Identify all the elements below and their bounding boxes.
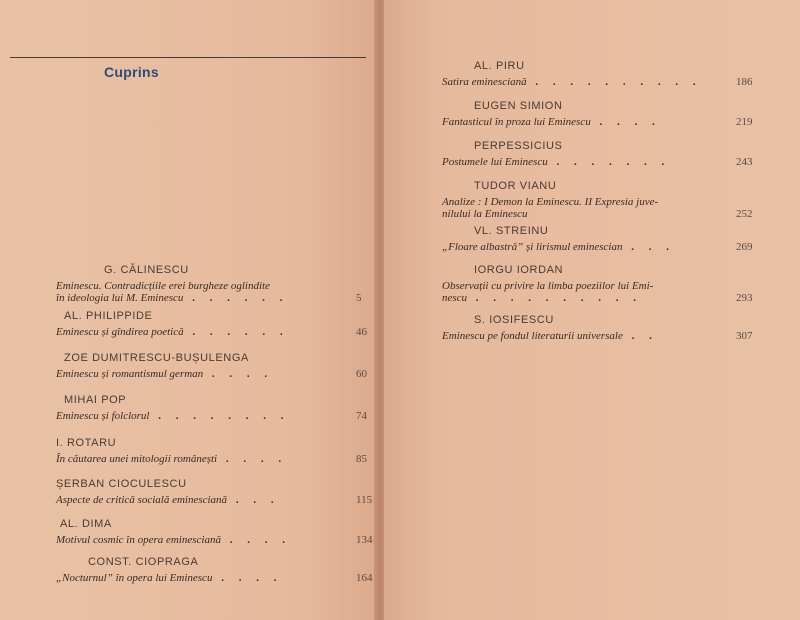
toc-leader-dots: . . . . . . . . . . [467, 292, 643, 304]
toc-author: VL. STREINU [474, 225, 549, 237]
toc-author: IORGU IORDAN [474, 264, 564, 276]
toc-work-title [442, 292, 653, 304]
toc-entry [56, 518, 291, 546]
toc-entry [56, 264, 288, 304]
toc-work-text: Eminescu pe fondul literaturii universale [442, 330, 623, 342]
toc-work-text: Postumele lui Eminescu [442, 156, 548, 168]
toc-work-text: „Nocturnul” în opera lui Eminescu [56, 572, 213, 584]
toc-page-number: 60 [356, 368, 367, 380]
toc-entry [442, 100, 661, 128]
toc-author: S. IOSIFESCU [474, 314, 554, 326]
toc-page-number: 74 [356, 410, 367, 422]
toc-page-number: 115 [356, 494, 373, 506]
toc-work-title [442, 241, 675, 253]
toc-leader-dots: . . . . [590, 116, 661, 128]
toc-entry [442, 264, 653, 304]
toc-entry [442, 314, 658, 342]
toc-author: PERPESSICIUS [474, 140, 563, 152]
toc-leader-dots: . . . . [220, 534, 291, 546]
toc-page-number: 252 [736, 208, 753, 220]
toc-work-text: Eminescu și romantismul german [56, 368, 204, 380]
toc-leader-dots: . . . . [203, 368, 274, 380]
toc-entry [56, 478, 280, 506]
toc-author: AL. PIRU [474, 60, 525, 72]
toc-entry [442, 180, 658, 220]
toc-leader-dots: . . [622, 330, 658, 342]
toc-author: CONST. CIOPRAGA [88, 556, 199, 568]
toc-work-text: Satira eminesciană [442, 76, 527, 88]
toc-work-text: „Floare albastră” și lirismul eminescian [442, 241, 623, 253]
toc-author: ȘERBAN CIOCULESCU [56, 478, 187, 490]
toc-page-number: 134 [356, 534, 373, 546]
toc-work-title [442, 116, 661, 128]
toc-entry [56, 310, 289, 338]
toc-leader-dots: . . . [622, 241, 675, 253]
toc-leader-dots: . . . . . . . . . . [526, 76, 702, 88]
toc-author: I. ROTARU [56, 437, 117, 449]
toc-author: TUDOR VIANU [474, 180, 557, 192]
header-rule [10, 57, 366, 58]
toc-work-text: Eminescu și gîndirea poetică [56, 326, 184, 338]
toc-work-title [56, 572, 282, 584]
toc-entry [56, 556, 282, 584]
toc-page-number: 5 [356, 292, 362, 304]
toc-page-number: 46 [356, 326, 367, 338]
toc-leader-dots: . . . . [217, 453, 288, 465]
toc-work-title [442, 330, 658, 342]
toc-work-title [442, 156, 670, 168]
toc-work-text: Analize : I Demon la Eminescu. II Expresia juve- [442, 196, 659, 208]
toc-work-text: Aspecte de critică socială eminesciană [56, 494, 228, 506]
toc-entry [56, 394, 290, 422]
toc-author: MIHAI POP [64, 394, 127, 406]
toc-page-number: 269 [736, 241, 753, 253]
left-page [0, 0, 376, 620]
toc-work-text: Fantasticul în proza lui Eminescu [442, 116, 591, 128]
toc-work-text: nilului la Eminescu [442, 208, 528, 220]
toc-work-title [56, 280, 288, 292]
toc-work-text: Eminescu și folclorul [56, 410, 150, 422]
toc-work-title [56, 494, 280, 506]
toc-work-title [442, 76, 702, 88]
toc-work-title [442, 280, 653, 292]
toc-leader-dots: . . . . . . . [547, 156, 671, 168]
toc-work-title [56, 453, 287, 465]
toc-page-number: 164 [356, 572, 373, 584]
toc-work-text: Eminescu. Contradicțiile erei burgheze oglindite [56, 280, 270, 292]
toc-leader-dots: . . . . [212, 572, 283, 584]
toc-work-title [56, 292, 288, 304]
toc-work-title [442, 196, 658, 208]
toc-leader-dots: . . . . . . [183, 326, 289, 338]
toc-page-number: 186 [736, 76, 753, 88]
right-page [384, 0, 800, 620]
toc-entry [56, 437, 287, 465]
toc-work-text: Motivul cosmic în opera eminesciană [56, 534, 221, 546]
toc-entry [442, 225, 675, 253]
toc-page-number: 243 [736, 156, 753, 168]
toc-page-number: 293 [736, 292, 753, 304]
toc-author: EUGEN SIMION [474, 100, 563, 112]
toc-leader-dots: . . . . . . [183, 292, 289, 304]
toc-work-text: Observații cu privire la limba poeziilor lui Emi- [442, 280, 654, 292]
toc-author: AL. DIMA [60, 518, 112, 530]
toc-author: G. CĂLINESCU [104, 264, 189, 276]
toc-author: AL. PHILIPPIDE [64, 310, 153, 322]
toc-work-title [56, 368, 273, 380]
toc-page-number: 85 [356, 453, 367, 465]
page-title: Cuprins [104, 64, 159, 80]
toc-work-text: nescu [442, 292, 468, 304]
toc-work-title [56, 534, 291, 546]
toc-entry [56, 352, 273, 380]
toc-work-title [56, 410, 290, 422]
toc-page-number: 307 [736, 330, 753, 342]
toc-leader-dots: . . . [227, 494, 280, 506]
toc-author: ZOE DUMITRESCU-BUȘULENGA [64, 352, 249, 364]
toc-work-text: În căutarea unei mitologii românești [56, 453, 218, 465]
toc-entry [442, 60, 702, 88]
toc-work-text: în ideologia lui M. Eminescu [56, 292, 184, 304]
toc-page-number: 219 [736, 116, 753, 128]
toc-entry [442, 140, 670, 168]
toc-work-title [56, 326, 289, 338]
toc-work-title [442, 208, 658, 220]
toc-leader-dots: . . . . . . . . [149, 410, 290, 422]
